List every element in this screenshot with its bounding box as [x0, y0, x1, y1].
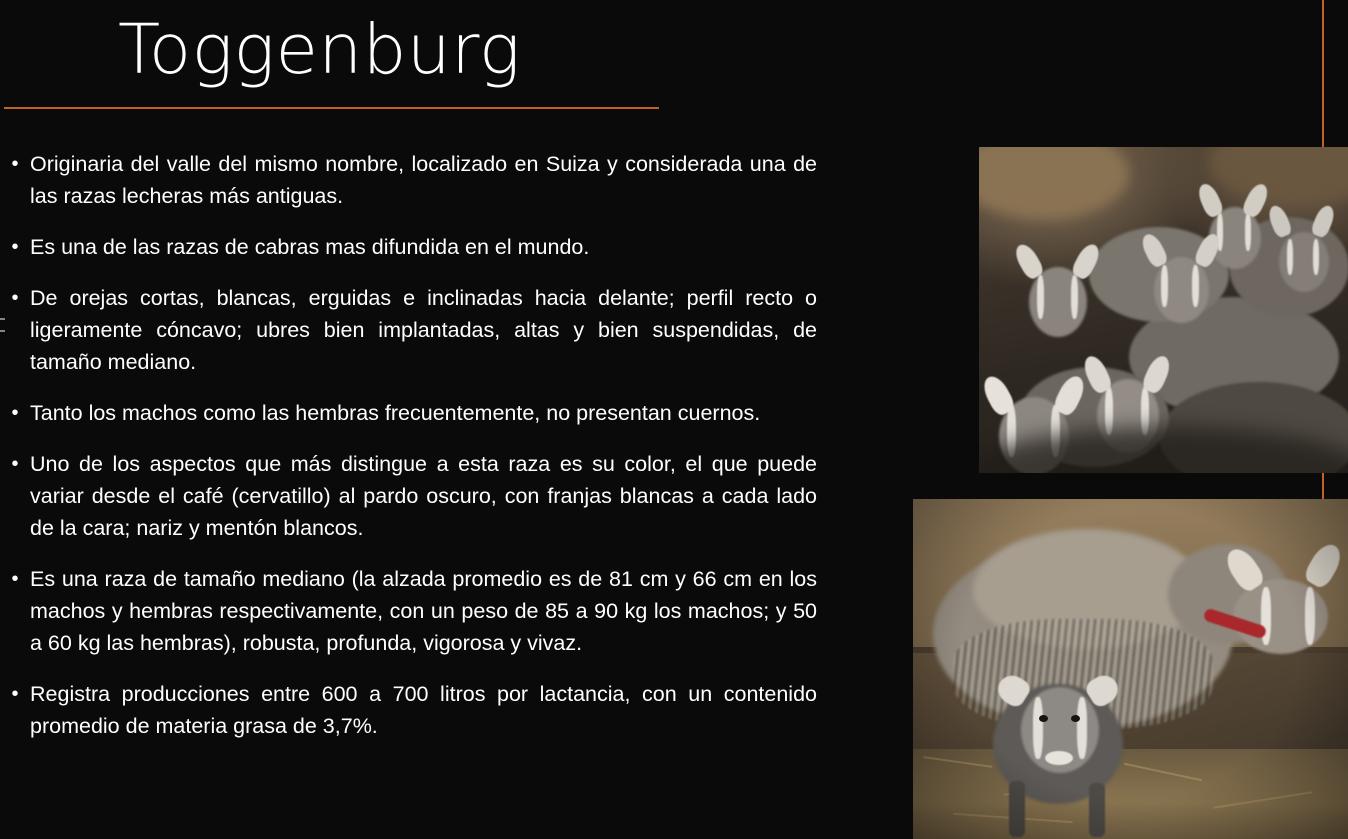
photo-detail [1192, 265, 1199, 307]
list-item [0, 148, 845, 212]
photo-detail [1245, 213, 1251, 251]
title-block [0, 8, 700, 92]
bullet-point-icon: • [11, 402, 19, 424]
bullet-list [0, 148, 845, 761]
list-item [0, 282, 845, 378]
bullet-point-icon: • [11, 683, 19, 705]
photo-detail [1105, 387, 1113, 435]
list-item [0, 448, 845, 544]
bullet-point-icon: • [11, 236, 19, 258]
bullet-point-icon: • [11, 453, 19, 475]
bullet-point-icon: • [11, 287, 19, 309]
list-item [0, 397, 845, 429]
photo-detail [1161, 265, 1168, 307]
list-item [0, 563, 845, 659]
bullet-point-icon: • [11, 153, 19, 175]
bullet-point-icon: • [11, 568, 19, 590]
list-item-text: Registra producciones entre 600 a 700 litros por lactancia, con un contenido promedio de materia grasa de 3,7%. [30, 682, 817, 738]
photo-detail [1037, 275, 1044, 319]
list-item-text: Es una raza de tamaño mediano (la alzada promedio es de 81 cm y 66 cm en los machos y hembras respectivamente, con un peso de 85 a 90 kg los machos; y 50 a 60 kg las hembras), robusta, profunda, vigorosa y vivaz. [30, 567, 817, 655]
photo-detail [1071, 275, 1078, 319]
photo-detail [913, 499, 1348, 839]
toggenburg-doe-and-kid-photo [913, 499, 1348, 839]
list-item [0, 678, 845, 742]
title-underline-rule [4, 107, 659, 109]
list-item-text: Originaria del valle del mismo nombre, localizado en Suiza y considerada una de las razas lecheras más antiguas. [30, 152, 817, 208]
list-item-text: Uno de los aspectos que más distingue a esta raza es su color, el que puede variar desde el café (cervatillo) al pardo oscuro, con franjas blancas a cada lado de la cara; nariz y mentón blancos. [30, 452, 817, 540]
photo-detail [1287, 239, 1293, 275]
list-item-text: De orejas cortas, blancas, erguidas e inclinadas hacia delante; perfil recto o ligeramente cóncavo; ubres bien implantadas, altas y bien suspendidas, de tamaño mediano. [30, 286, 817, 374]
list-item-text: Es una de las razas de cabras mas difundida en el mundo. [30, 235, 590, 259]
list-item [0, 231, 845, 263]
photo-detail [1313, 239, 1319, 275]
list-item-text: Tanto los machos como las hembras frecuentemente, no presentan cuernos. [30, 401, 761, 425]
toggenburg-herd-photo [979, 147, 1348, 473]
page-title: Toggenburg [118, 10, 521, 90]
